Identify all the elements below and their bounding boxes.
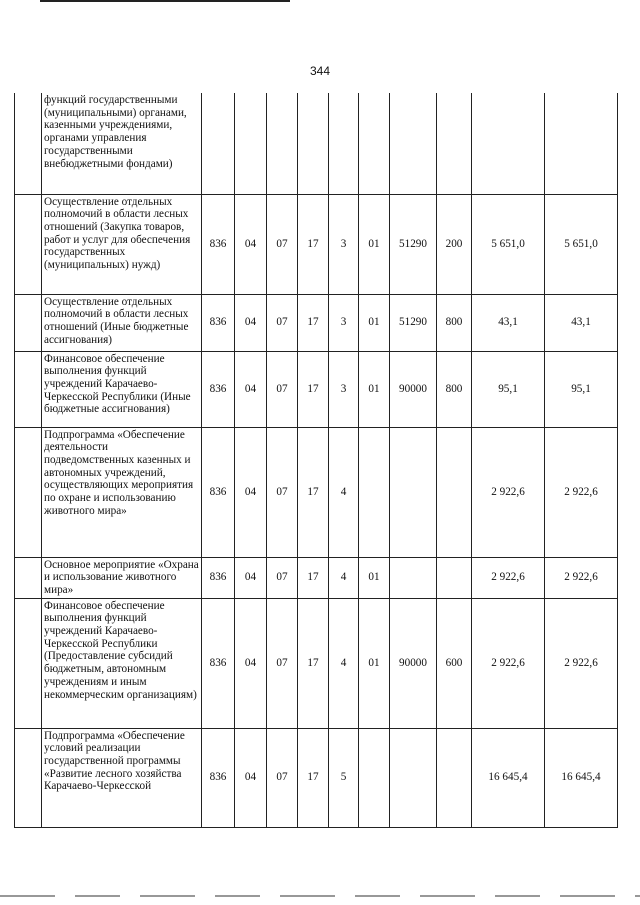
row-name: функций государственными (муниципальными) органами, казенными учреждениями, органами управления государственными внебюджетными фондами) bbox=[42, 93, 202, 194]
cell-col-3: 07 bbox=[267, 294, 298, 351]
cell-col-7 bbox=[390, 728, 437, 827]
cell-col-7: 51290 bbox=[390, 194, 437, 294]
cell-col-7: 90000 bbox=[390, 598, 437, 728]
cell-col-10 bbox=[545, 93, 618, 194]
cell-col-9: 2 922,6 bbox=[472, 557, 545, 598]
row-name: Подпрограмма «Обеспечение деятельности подведомственных казенных и автономных учреждений, осуществляющих мероприятия по охране и использованию животного мира» bbox=[42, 427, 202, 557]
empty-cell bbox=[15, 427, 42, 557]
cell-col-2: 04 bbox=[235, 728, 267, 827]
cell-col-5: 3 bbox=[329, 294, 359, 351]
cell-col-10: 95,1 bbox=[545, 351, 618, 427]
row-name: Основное мероприятие «Охрана и использование животного мира» bbox=[42, 557, 202, 598]
row-name: Осуществление отдельных полномочий в области лесных отношений (Закупка товаров, работ и услуг для обеспечения государственных (муниципальных) нужд) bbox=[42, 194, 202, 294]
cell-col-2: 04 bbox=[235, 598, 267, 728]
row-name: Подпрограмма «Обеспечение условий реализации государственной программы «Развитие лесного хозяйства Карачаево-Черкесской bbox=[42, 728, 202, 827]
cell-col-5: 4 bbox=[329, 557, 359, 598]
cell-col-7 bbox=[390, 93, 437, 194]
cell-col-7 bbox=[390, 557, 437, 598]
cell-col-1 bbox=[202, 93, 235, 194]
cell-col-7 bbox=[390, 427, 437, 557]
bottom-rule bbox=[0, 895, 640, 897]
empty-cell bbox=[15, 294, 42, 351]
cell-col-10: 2 922,6 bbox=[545, 557, 618, 598]
cell-col-1: 836 bbox=[202, 728, 235, 827]
cell-col-4: 17 bbox=[298, 728, 329, 827]
cell-col-3: 07 bbox=[267, 194, 298, 294]
cell-col-9: 16 645,4 bbox=[472, 728, 545, 827]
cell-col-8: 600 bbox=[437, 598, 472, 728]
cell-col-8 bbox=[437, 427, 472, 557]
cell-col-4: 17 bbox=[298, 294, 329, 351]
cell-col-7: 90000 bbox=[390, 351, 437, 427]
cell-col-4: 17 bbox=[298, 598, 329, 728]
empty-cell bbox=[15, 93, 42, 194]
cell-col-8: 200 bbox=[437, 194, 472, 294]
cell-col-4: 17 bbox=[298, 557, 329, 598]
cell-col-2: 04 bbox=[235, 294, 267, 351]
cell-col-10: 2 922,6 bbox=[545, 598, 618, 728]
cell-col-1: 836 bbox=[202, 427, 235, 557]
cell-col-10: 5 651,0 bbox=[545, 194, 618, 294]
cell-col-8 bbox=[437, 557, 472, 598]
cell-col-6 bbox=[359, 427, 390, 557]
cell-col-6: 01 bbox=[359, 294, 390, 351]
table-row bbox=[15, 728, 618, 827]
cell-col-6: 01 bbox=[359, 194, 390, 294]
cell-col-5 bbox=[329, 93, 359, 194]
table-row bbox=[15, 351, 618, 427]
cell-col-2: 04 bbox=[235, 427, 267, 557]
cell-col-3: 07 bbox=[267, 351, 298, 427]
cell-col-3: 07 bbox=[267, 557, 298, 598]
cell-col-6: 01 bbox=[359, 598, 390, 728]
cell-col-5: 3 bbox=[329, 194, 359, 294]
cell-col-10: 43,1 bbox=[545, 294, 618, 351]
empty-cell bbox=[15, 351, 42, 427]
cell-col-9: 95,1 bbox=[472, 351, 545, 427]
row-name: Осуществление отдельных полномочий в области лесных отношений (Иные бюджетные ассигнования) bbox=[42, 294, 202, 351]
row-name: Финансовое обеспечение выполнения функций учреждений Карачаево-Черкесской Республики (Предоставление субсидий бюджетным, автономным учреждениям и иным некоммерческим организациям) bbox=[42, 598, 202, 728]
cell-col-8: 800 bbox=[437, 294, 472, 351]
cell-col-8: 800 bbox=[437, 351, 472, 427]
empty-cell bbox=[15, 557, 42, 598]
cell-col-6 bbox=[359, 93, 390, 194]
cell-col-1: 836 bbox=[202, 194, 235, 294]
cell-col-9 bbox=[472, 93, 545, 194]
cell-col-1: 836 bbox=[202, 294, 235, 351]
cell-col-6: 01 bbox=[359, 557, 390, 598]
cell-col-6 bbox=[359, 728, 390, 827]
cell-col-8 bbox=[437, 728, 472, 827]
cell-col-1: 836 bbox=[202, 598, 235, 728]
table-row bbox=[15, 93, 618, 194]
cell-col-1: 836 bbox=[202, 351, 235, 427]
table-row bbox=[15, 598, 618, 728]
cell-col-5: 5 bbox=[329, 728, 359, 827]
cell-col-9: 43,1 bbox=[472, 294, 545, 351]
cell-col-10: 2 922,6 bbox=[545, 427, 618, 557]
empty-cell bbox=[15, 728, 42, 827]
cell-col-9: 2 922,6 bbox=[472, 598, 545, 728]
cell-col-3: 07 bbox=[267, 427, 298, 557]
table-row bbox=[15, 194, 618, 294]
cell-col-2: 04 bbox=[235, 351, 267, 427]
empty-cell bbox=[15, 598, 42, 728]
cell-col-3: 07 bbox=[267, 728, 298, 827]
cell-col-6: 01 bbox=[359, 351, 390, 427]
cell-col-10: 16 645,4 bbox=[545, 728, 618, 827]
budget-table bbox=[14, 93, 618, 828]
cell-col-5: 4 bbox=[329, 427, 359, 557]
cell-col-9: 2 922,6 bbox=[472, 427, 545, 557]
table-row bbox=[15, 294, 618, 351]
cell-col-4 bbox=[298, 93, 329, 194]
cell-col-8 bbox=[437, 93, 472, 194]
cell-col-4: 17 bbox=[298, 351, 329, 427]
table-row bbox=[15, 427, 618, 557]
cell-col-2: 04 bbox=[235, 557, 267, 598]
table-row bbox=[15, 557, 618, 598]
cell-col-2 bbox=[235, 93, 267, 194]
row-name: Финансовое обеспечение выполнения функций учреждений Карачаево-Черкесской Республики (Иные бюджетные ассигнования) bbox=[42, 351, 202, 427]
cell-col-2: 04 bbox=[235, 194, 267, 294]
cell-col-3 bbox=[267, 93, 298, 194]
cell-col-4: 17 bbox=[298, 194, 329, 294]
cell-col-4: 17 bbox=[298, 427, 329, 557]
cell-col-3: 07 bbox=[267, 598, 298, 728]
cell-col-1: 836 bbox=[202, 557, 235, 598]
empty-cell bbox=[15, 194, 42, 294]
page-number: 344 bbox=[309, 64, 331, 78]
cell-col-9: 5 651,0 bbox=[472, 194, 545, 294]
top-rule bbox=[40, 0, 290, 2]
cell-col-7: 51290 bbox=[390, 294, 437, 351]
cell-col-5: 3 bbox=[329, 351, 359, 427]
cell-col-5: 4 bbox=[329, 598, 359, 728]
